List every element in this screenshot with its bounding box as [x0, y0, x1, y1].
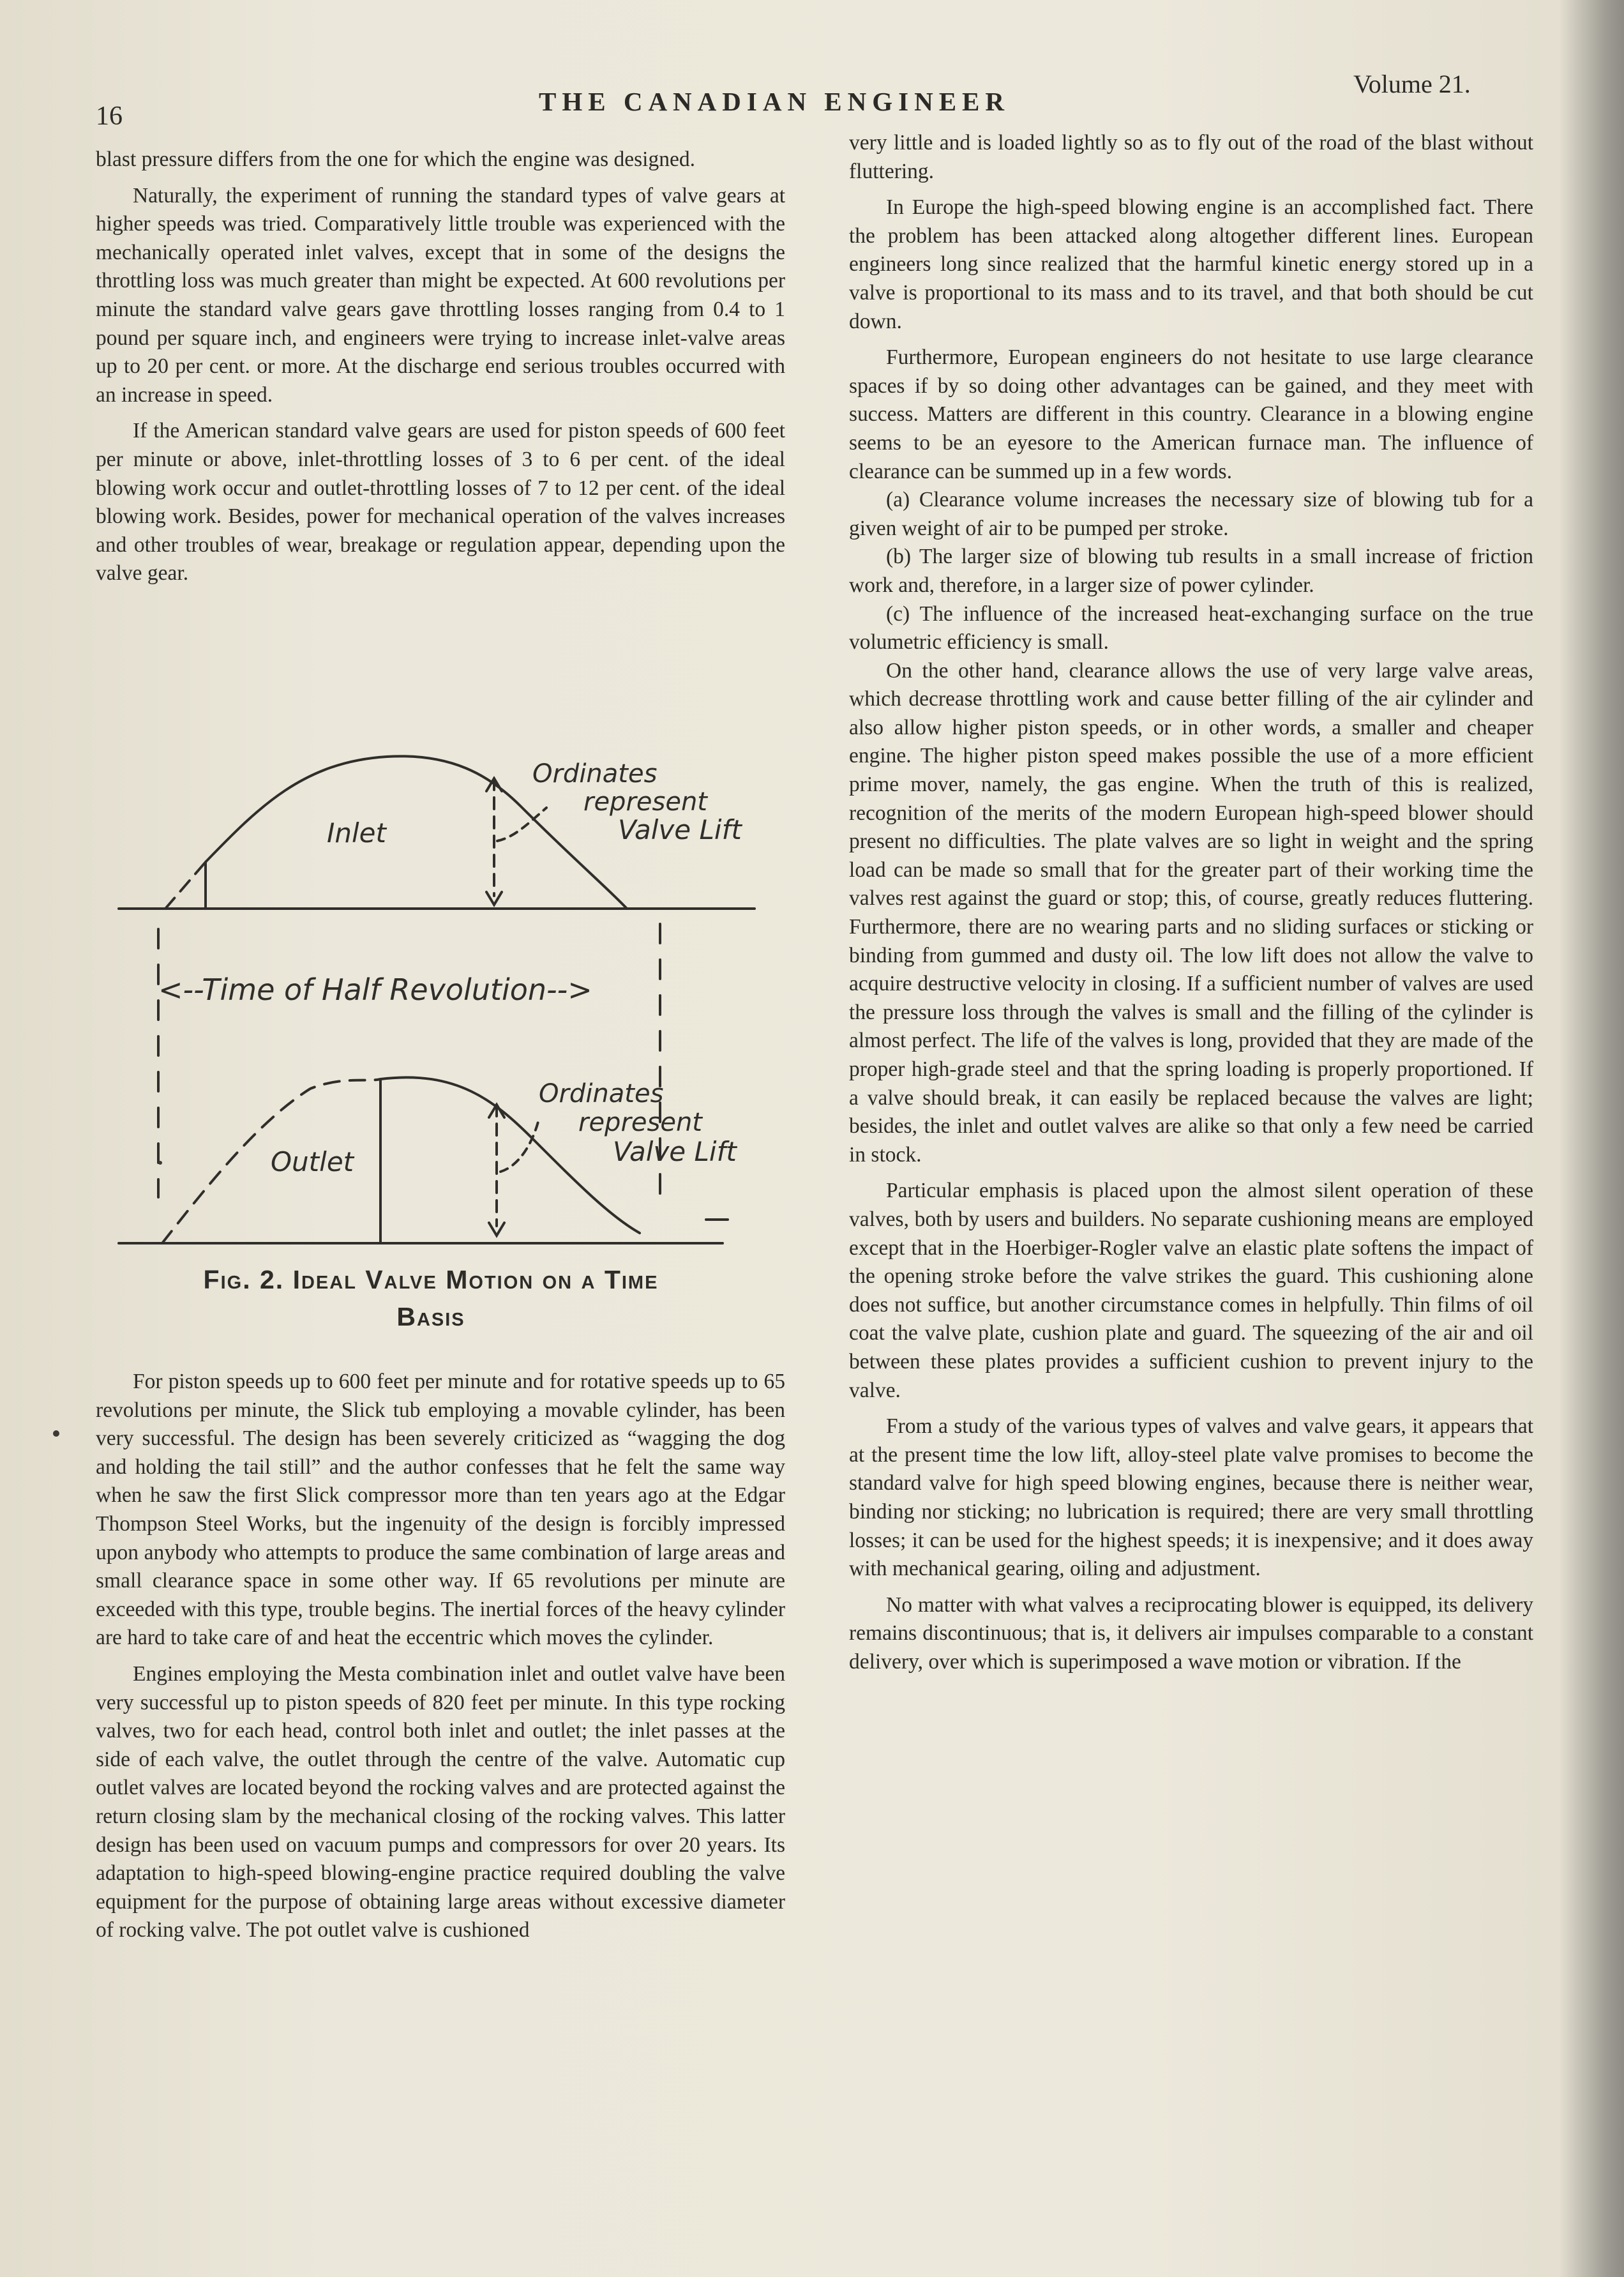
left-column-top	[96, 146, 785, 588]
valve-motion-figure	[112, 744, 763, 1250]
paragraph: On the other hand, clearance allows the use of very large valve areas, which decrease throttling work and cause better filling of the air cylinder and also allow higher piston speeds, or in other words, a smaller and cheaper engine. The higher piston speed makes possible the use of a more efficient prime mover, namely, the gas engine. When the truth of this is realized, recognition of the merits of the modern European high-speed blower should present no difficulties. The plate valves are so light in weight and the spring load can be made so small that for the greater part of their working time the valves rest against the guard or stop; this, of course, greatly reduces fluttering. Furthermore, there are no wearing parts and no sliding surfaces or sticking or binding from gummed and dusty oil. The low lift does not allow the valve to acquire destructive velocity in closing. If a sufficient number of valves are used the pressure loss through the valves is small and the filling of the cylinder is almost perfect. The life of the valves is long, provided that they are made of the proper high-grade steel and that the spring loading is properly proportioned. If a valve should break, it can easily be replaced because the valves are light; besides, the inlet and outlet valves are alike so that only a few need be carried in stock.	[849, 658, 1533, 1167]
paragraph: From a study of the various types of valves and valve gears, it appears that at the present time the low lift, alloy-steel plate valve promises to become the standard valve for high speed blowing engines, because there is neither wear, binding nor sticking; no lubrication is required; there are very small throttling losses; it can be used for the highest speeds; it is inexpensive; and it does away with mechanical gearing, oiling and adjustment.	[849, 1414, 1533, 1581]
volume-label: Volume 21.	[1353, 70, 1471, 98]
paragraph: Furthermore, European engineers do not hesitate to use large clearance spaces if by so doing other advantages can be gained, and they meet with success. Matters are different in this country. Clearance in a blowing engine seems to be an eyesore to the American furnace man. The influence of clearance can be summed up in a few words.	[849, 345, 1533, 483]
outlet-label: Outlet	[271, 1146, 354, 1177]
paragraph: If the American standard valve gears are used for piston speeds of 600 feet per minute or above, inlet-throttling losses of 3 to 6 per cent. of the ideal blowing work occur and outlet-throttling losses of 7 to 12 per cent. of the ideal blowing work. Besides, power for mechanical operation of the valves increases and other troubles of wear, breakage or regulation appear, depending upon the valve gear.	[96, 419, 785, 586]
valve-lift-label-2: Valve Lift	[613, 1136, 737, 1167]
represent-label-2: represent	[578, 1108, 702, 1137]
paragraph: very little and is loaded lightly so as to fly out of the road of the blast without fluttering.	[849, 131, 1533, 183]
ink-speck	[158, 1161, 162, 1165]
paragraph: (b) The larger size of blowing tub results in a small increase of friction work and, therefore, in a larger size of power cylinder.	[849, 545, 1533, 597]
journal-title: THE CANADIAN ENGINEER	[539, 87, 1011, 116]
right-column	[849, 129, 1533, 1676]
paragraph: Naturally, the experiment of running the standard types of valve gears at higher speeds was tried. Comparatively little trouble was experienced with the mechanically operated inlet valves, except that in some of the designs the throttling loss was much greater than might be expected. At 600 revolutions per minute the standard valve gears gave throttling losses ranging from 0.4 to 1 pound per square inch, and engineers were trying to increase inlet-valve areas up to 20 per cent. or more. At the discharge end serious troubles occurred with an increase in speed.	[96, 183, 785, 407]
paragraph: Particular emphasis is placed upon the almost silent operation of these valves, both by users and builders. No separate cushioning means are employed except that in the Hoerbiger-Rogler valve an elastic plate softens the impact of the opening stroke before the valve strikes the guard. This cushioning alone does not suffice, but another circumstance comes in helpfully. Thin films of oil coat the valve plate, cushion plate and guard. The squeezing of the air and oil between these plates provides a sufficient cushion to prevent injury to the valve.	[849, 1179, 1533, 1402]
valve-lift-label-1: Valve Lift	[618, 814, 742, 845]
caption-line-2: Basis	[396, 1302, 465, 1331]
inlet-curve-dashed-start	[165, 862, 206, 909]
paragraph: Engines employing the Mesta combination inlet and outlet valve have been very successful up to piston speeds of 820 feet per minute. In this type rocking valves, two for each head, control both inlet and outlet; the inlet passes at the side of each valve, the outlet through the centre of the valve. Automatic cup outlet valves are located beyond the rocking valves and are protected against the return closing slam by the mechanical closing of the rocking valves. This latter design has been used on vacuum pumps and compressors for over 20 years. Its adaptation to high-speed blowing-engine practice required doubling the valve equipment for the purpose of obtaining large areas without excessive diameter of rocking valve. The pot outlet valve is cushioned	[96, 1661, 785, 1942]
inlet-label: Inlet	[327, 817, 386, 849]
time-of-half-revolution-label: <--Time of Half Revolution-->	[158, 972, 592, 1007]
paragraph: No matter with what valves a reciprocating blower is equipped, its delivery remains discontinuous; that is, it delivers air impulses comparable to a constant delivery, over which is superimposed a wave motion or vibration. If the	[849, 1592, 1533, 1674]
paragraph: blast pressure differs from the one for which the engine was designed.	[96, 148, 695, 171]
caption-line-1: Fig. 2. Ideal Valve Motion on a Time	[203, 1265, 659, 1294]
page-number: 16	[96, 102, 123, 131]
paragraph: (c) The influence of the increased heat-exchanging surface on the true volumetric efficiency is small.	[849, 601, 1533, 654]
represent-label-1: represent	[583, 787, 707, 817]
ordinates-label-2: Ordinates	[539, 1079, 664, 1108]
paragraph: (a) Clearance volume increases the necessary size of blowing tub for a given weight of air to be pumped per stroke.	[849, 488, 1533, 540]
ordinates-label-1: Ordinates	[532, 759, 658, 789]
paragraph: In Europe the high-speed blowing engine is an accomplished fact. There the problem has been attacked along altogether different lines. European engineers long since realized that the harmful kinetic energy stored up in a valve is proportional to its mass and to its travel, and that both should be cut down.	[849, 195, 1533, 333]
figure-caption	[109, 1261, 753, 1335]
left-column-bottom	[96, 1368, 785, 1945]
paragraph: For piston speeds up to 600 feet per minute and for rotative speeds up to 65 revolutions per minute, the Slick tub employing a movable cylinder, has been very successful. The design has been severely criticized as “wagging the dog and holding the tail still” and the author confesses that he felt the same way when he saw the first Slick compressor more than ten years ago at the Edgar Thompson Steel Works, but the ingenuity of the design is forcibly impressed upon anybody who attempts to produce the same combination of large areas and small clearance space in some other way. If 65 revolutions per minute are exceeded with this type, trouble begins. The inertial forces of the heavy cylinder are hard to take care of and heat the eccentric which moves the cylinder.	[96, 1370, 785, 1650]
ink-speck	[53, 1430, 59, 1437]
